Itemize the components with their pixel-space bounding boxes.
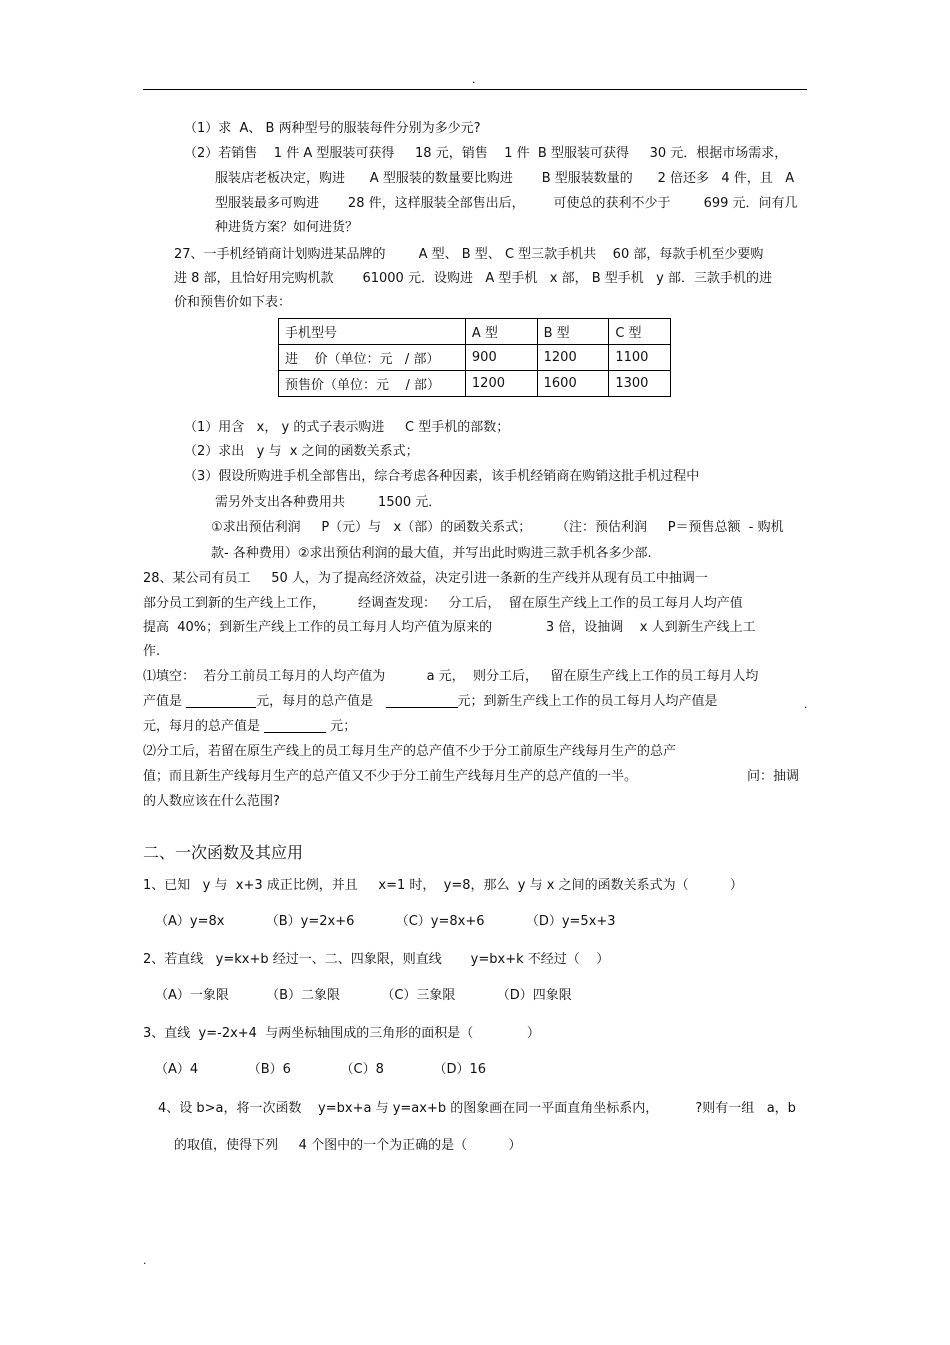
table-row: [279, 345, 671, 371]
table-cell: 进 价（单位：元 / 部）: [279, 345, 466, 371]
table-cell: 1100: [609, 345, 671, 371]
q28-line2: 部分员工到新的生产线上工作， 经调查发现： 分工后， 留在原生产线上工作的员工每月人均产值: [143, 596, 743, 611]
q27-sub3-line1: （3）假设所购进手机全部售出，综合考虑各种因素，该手机经销商在购销这批手机过程中: [184, 469, 700, 484]
s2-q2-options: （A）一象限 （B）二象限 （C）三象限 （D）四象限: [155, 988, 572, 1003]
q27-sub1: （1）用含 x， y 的式子表示购进 C 型手机的部数；: [184, 420, 510, 435]
table-cell: 1300: [609, 371, 671, 397]
q28-line4: 作.: [143, 644, 161, 659]
fill-text: 元，每月的总产值是: [256, 694, 386, 709]
table-header-cell: A 型: [465, 319, 537, 345]
s2-q4-line1: 4、设 b>a，将一次函数 y=bx+a 与 y=ax+b 的图象画在同一平面直角坐标系内， ?则有一组 a，b: [158, 1101, 796, 1116]
s2-q2: 2、若直线 y=kx+b 经过一、二、四象限，则直线 y=bx+k 不经过（ ）: [143, 952, 610, 967]
table-header-cell: C 型: [609, 319, 671, 345]
s2-q3: 3、直线 y=-2x+4 与两坐标轴围成的三角形的面积是（ ）: [143, 1026, 540, 1041]
table-cell: 1600: [537, 371, 609, 397]
q27-line2: 进 8 部，且恰好用完购机款 61000 元．设购进 A 型手机 x 部， B 型手机 y 部．三款手机的进: [174, 271, 773, 286]
table-cell: 预售价（单位：元 / 部）: [279, 371, 466, 397]
q28-fill-line1: ⑴填空： 若分工前员工每月的人均产值为 a 元， 则分工后， 留在原生产线上工作的员工每月人均: [143, 669, 759, 684]
q28-q2-line1: ⑵分工后，若留在原生产线上的员工每月生产的总产值不少于分工前原生产线每月生产的总产: [143, 744, 677, 759]
q28-fill-line2: [143, 693, 718, 711]
table-cell: 900: [465, 345, 537, 371]
price-table: [278, 318, 671, 397]
q26-sub1: （1）求 A、 B 两种型号的服装每件分别为多少元?: [184, 121, 481, 136]
table-header-cell: 手机型号: [279, 319, 466, 345]
table-row: [279, 371, 671, 397]
q26-sub2-line2: 服装店老板决定，购进 A 型服装的数量要比购进 B 型服装数量的 2 倍还多 4 件，且 A: [215, 171, 795, 186]
s2-q3-options: （A）4 （B）6 （C）8 （D）16: [155, 1062, 487, 1077]
footer-dot: .: [143, 1254, 147, 1267]
stray-dot: .: [804, 698, 808, 711]
answer-blank[interactable]: [264, 718, 326, 733]
fill-text: 元；: [326, 719, 357, 734]
q28-line1: 28、某公司有员工 50 人，为了提高经济效益，决定引进一条新的生产线并从现有员工中抽调一: [143, 571, 708, 586]
s2-q1: 1、已知 y 与 x+3 成正比例，并且 x=1 时， y=8，那么 y 与 x 之间的函数关系式为（ ）: [143, 878, 743, 893]
section-title: 二、一次函数及其应用: [143, 843, 304, 862]
answer-blank[interactable]: [186, 693, 256, 708]
table-cell: 1200: [537, 345, 609, 371]
s2-q1-options: （A）y=8x （B）y=2x+6 （C）y=8x+6 （D）y=5x+3: [155, 914, 616, 929]
fill-text: 元，每月的总产值是: [143, 719, 265, 734]
table-cell: 1200: [465, 371, 537, 397]
q26-sub2-line1: （2）若销售 1 件 A 型服装可获得 18 元，销售 1 件 B 型服装可获得 30 元．根据市场需求，: [184, 146, 788, 161]
table-header-cell: B 型: [537, 319, 609, 345]
q27-sub3-line4: 款- 各种费用）②求出预估利润的最大值，并写出此时购进三款手机各多少部.: [211, 546, 652, 561]
fill-text: 产值是: [143, 694, 187, 709]
q27-sub2: （2）求出 y 与 x 之间的函数关系式；: [184, 444, 419, 459]
q27-sub3-line2: 需另外支出各种费用共 1500 元．: [215, 495, 442, 510]
header-dot: .: [472, 73, 476, 86]
header-rule: [143, 89, 807, 90]
q26-sub2-line4: 种进货方案？如何进货？: [215, 220, 359, 235]
q27-line1: 27、一手机经销商计划购进某品牌的 A 型、 B 型、 C 型三款手机共 60 部，每款手机至少要购: [174, 247, 764, 262]
q28-q2-line2: 值；而且新生产线每月生产的总产值又不少于分工前生产线每月生产的总产值的一半。: [143, 769, 638, 784]
table-row: [279, 319, 671, 345]
fill-text: 元；到新生产线上工作的员工每月人均产值是: [457, 694, 718, 709]
q27-line3: 价和预售价如下表：: [174, 295, 292, 310]
q28-q2-line3: 的人数应该在什么范围?: [143, 794, 280, 809]
answer-blank[interactable]: [386, 693, 458, 708]
q26-sub2-line3: 型服装最多可购进 28 件，这样服装全部售出后， 可使总的获利不少于 699 元．问有几: [215, 196, 798, 211]
q28-line3: 提高 40%；到新生产线上工作的员工每月人均产值为原来的 3 倍，设抽调 x 人到新生产线上工: [143, 620, 756, 635]
q28-fill-line3: [143, 718, 356, 736]
q28-q2-line2-tail: 问：抽调: [747, 769, 800, 784]
s2-q4-line2: 的取值，使得下列 4 个图中的一个为正确的是（ ）: [174, 1138, 522, 1153]
q27-sub3-line3: ①求出预估利润 P（元）与 x（部）的函数关系式； （注：预估利润 P＝预售总额 - 购机: [211, 520, 784, 535]
